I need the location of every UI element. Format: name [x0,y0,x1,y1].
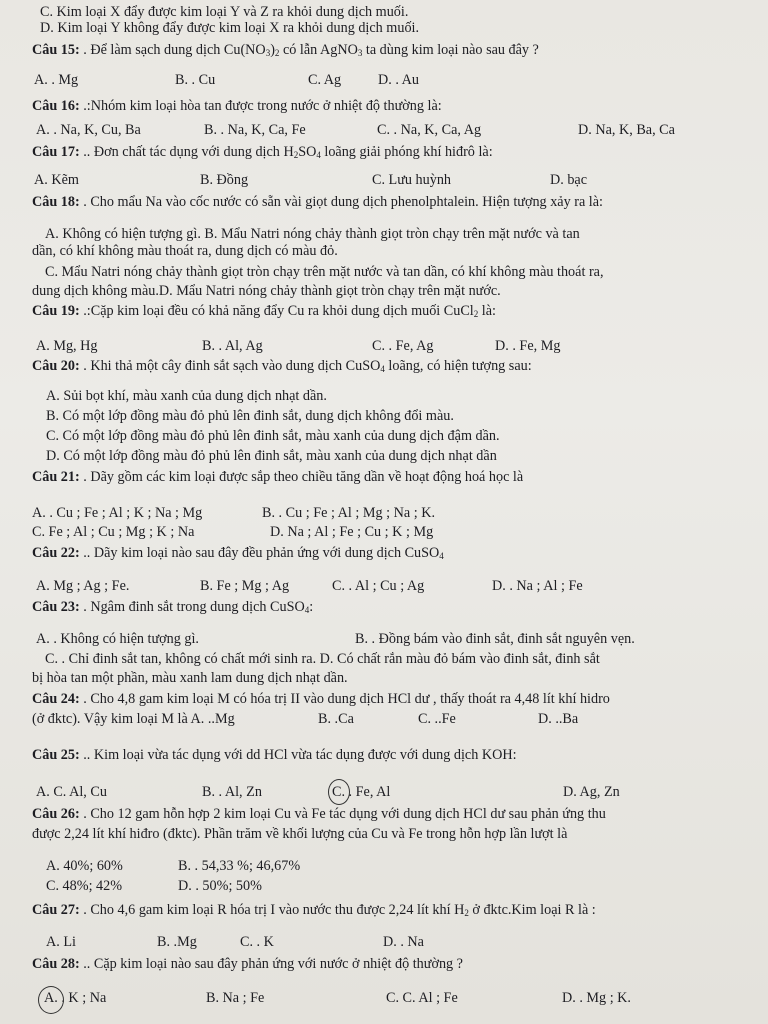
question-number: Câu 28: [32,956,80,972]
answer-option: A. . Cu ; Fe ; Al ; K ; Na ; Mg [32,505,203,521]
text-line [45,226,580,243]
text-line [46,408,454,425]
question-text: . Khi thả một cây đinh sắt sạch vào dung dịch CuSO$_4$ loãng, có hiện tượng sau: [79,358,532,374]
question-number: Câu 24: [32,691,80,707]
question-number: Câu 18: [32,194,80,210]
text-line [32,283,501,300]
answer-option: C. . K [240,934,274,950]
answer-option: A. . Không có hiện tượng gì. [36,631,199,647]
question-number: Câu 26: [32,806,80,822]
question-text: .:Cặp kim loại đều có khả năng đẩy Cu ra khỏi dung dịch muối CuCl$_2$ là: [79,303,496,319]
answer-option: B. Fe ; Mg ; Ag [200,578,290,594]
answer-option: A. . K ; Na [44,990,107,1006]
answer-option: D. . Au [378,72,419,88]
text-line [46,448,497,465]
question-number: Câu 22: [32,545,80,561]
question-text: C. Mẩu Natri nóng chảy thành giọt tròn chạy trên mặt nước và tan dần, có khí không màu thoát ra, [45,264,604,280]
answer-option: C. Fe ; Al ; Cu ; Mg ; K ; Na [32,524,195,540]
question-text: . Cho mẩu Na vào cốc nước có sẵn vài giọt dung dịch phenolphtalein. Hiện tượng xảy ra là: [79,194,603,210]
answer-option: D. Ag, Zn [563,784,620,800]
text-line [32,243,338,260]
answer-option: A. Li [46,934,76,950]
answer-option: A. C. Al, Cu [36,784,107,800]
answer-option: C. Ag [308,72,342,88]
text-line [46,388,327,405]
text-line [40,20,419,37]
question-line [32,303,496,320]
question-line [32,144,493,161]
question-number: Câu 16: [32,98,80,114]
question-text: B. Có một lớp đồng màu đỏ phủ lên đinh sắt, dung dịch không đổi màu. [46,408,454,424]
question-text: C. . Chỉ đinh sắt tan, không có chất mới sinh ra. D. Có chất rắn màu đỏ bám vào đinh sắt, đinh sắt [45,651,600,667]
question-text: .:Nhóm kim loại hòa tan được trong nước ở nhiệt độ thường là: [79,98,442,114]
text-line [45,264,604,281]
question-line [32,98,442,115]
text-line [40,4,408,21]
answer-option: B. .Mg [157,934,197,950]
answer-option: B. . Đồng bám vào đinh sắt, đinh sắt nguyên vẹn. [355,631,635,647]
question-number: Câu 17: [32,144,80,160]
question-text: . Cho 12 gam hỗn hợp 2 kim loại Cu và Fe tác dụng với dung dịch HCl dư sau phản ứng thu [79,806,606,822]
answer-option: D. Na ; Al ; Fe ; Cu ; K ; Mg [270,524,434,540]
question-text: dần, có khí không màu thoát ra, dung dịch có màu đỏ. [32,243,338,259]
answer-option: A. Kẽm [34,172,79,188]
answer-option: D. . Na ; Al ; Fe [492,578,583,594]
question-text: . Cho 4,8 gam kim loại M có hóa trị II vào dung dịch HCl dư , thấy thoát ra 4,48 lít khí hidro [79,691,610,707]
question-text: bị hòa tan một phần, màu xanh lam dung dịch nhạt dần. [32,670,348,686]
answer-option: B. .Ca [318,711,354,727]
answer-option: C. . Al ; Cu ; Ag [332,578,425,594]
question-text: D. Kim loại Y không đẩy được kim loại X ra khỏi dung dịch muối. [40,20,420,36]
answer-option: B. . Cu [175,72,216,88]
answer-option: D. bạc [550,172,588,188]
answer-option: A. . Mg [34,72,79,88]
question-line [32,902,596,919]
question-number: Câu 19: [32,303,80,319]
question-text: dung dịch không màu.D. Mẩu Natri nóng chảy thành giọt tròn chạy trên mặt nước. [32,283,501,299]
question-number: Câu 20: [32,358,80,374]
question-text: C. Có một lớp đồng màu đỏ phủ lên đinh sắt, màu xanh của dung dịch đậm dần. [46,428,500,444]
question-line [32,358,532,375]
answer-option: D. ..Ba [538,711,579,727]
question-text: .. Đơn chất tác dụng với dung dịch $H_2SO_4$ loãng giải phóng khí hiđrô là: [79,144,493,160]
answer-option: D. . Mg ; K. [562,990,631,1006]
text-line [32,826,567,843]
question-line [32,599,313,616]
answer-option: B. Na ; Fe [206,990,265,1006]
question-text: . Dãy gồm các kim loại được sắp theo chiều tăng dần về hoạt động hoá học là [79,469,524,485]
question-line [32,691,610,708]
pen-circle-mark [328,779,350,805]
text-line [45,651,600,668]
question-line [32,469,523,486]
answer-option: C. ..Fe [418,711,456,727]
question-number: Câu 23: [32,599,80,615]
question-number: Câu 15: [32,42,80,58]
answer-option: C. 48%; 42% [46,878,123,894]
answer-option: B. . Na, K, Ca, Fe [204,122,306,138]
question-line [32,42,539,59]
answer-option: D. . Fe, Mg [495,338,561,354]
question-number: Câu 21: [32,469,80,485]
answer-option: A. Mg, Hg [36,338,98,354]
question-line [32,747,517,764]
answer-option: A. 40%; 60% [46,858,123,874]
question-text: . Để làm sạch dung dịch $Cu(NO_3)_2$ có lẫn AgNO$_3$ ta dùng kim loại nào sau đây ? [79,42,539,58]
question-number: Câu 27: [32,902,80,918]
question-line [32,806,606,823]
answer-option: B. . Al, Zn [202,784,262,800]
question-text: .. Dãy kim loại nào sau đây đều phản ứng với dung dịch CuSO$_4$ [79,545,444,561]
question-number: Câu 25: [32,747,80,763]
question-text: A. Sủi bọt khí, màu xanh của dung dịch nhạt dần. [46,388,327,404]
text-line [32,670,348,687]
answer-option: B. . Al, Ag [202,338,263,354]
answer-option: D. . Na [383,934,424,950]
pen-circle-mark [38,986,64,1014]
answer-option: (ở đktc). Vậy kim loại M là A. ..Mg [32,711,235,727]
question-line [32,956,463,973]
text-line [46,428,500,445]
answer-option: C. . Na, K, Ca, Ag [377,122,482,138]
question-text: D. Có một lớp đồng màu đỏ phủ lên đinh sắt, màu xanh của dung dịch nhạt dần [46,448,497,464]
question-line [32,545,444,562]
question-text: .. Kim loại vừa tác dụng với dd HCl vừa tác dụng được với dung dịch KOH: [79,747,517,763]
answer-option: C. . Fe, Ag [372,338,434,354]
answer-option: B. . 54,33 %; 46,67% [178,858,301,874]
question-line [32,194,603,211]
answer-option: C. . Fe, Al [332,784,391,800]
answer-option: A. Mg ; Ag ; Fe. [36,578,130,594]
answer-option: C. Lưu huỳnh [372,172,452,188]
answer-option: D. . 50%; 50% [178,878,262,894]
answer-option: A. . Na, K, Cu, Ba [36,122,141,138]
answer-option: C. C. Al ; Fe [386,990,458,1006]
question-text: C. Kim loại X đẩy được kim loại Y và Z ra khỏi dung dịch muối. [40,4,409,20]
question-text: A. Không có hiện tượng gì. B. Mẩu Natri nóng chảy thành giọt tròn chạy trên mặt nước và tan [45,226,580,242]
answer-option: D. Na, K, Ba, Ca [578,122,675,138]
answer-option: B. Đồng [200,172,249,188]
question-text: . Cho 4,6 gam kim loại R hóa trị I vào nước thu được 2,24 lít khí $H_2$ ở đktc.Kim loại R là : [79,902,596,918]
question-text: .. Cặp kim loại nào sau đây phản ứng với nước ở nhiệt độ thường ? [79,956,463,972]
question-text: được 2,24 lít khí hiđro (đktc). Phần trăm về khối lượng của Cu và Fe trong hỗn hợp lần lượt là [32,826,568,842]
question-text: . Ngâm đinh sắt trong dung dịch CuSO$_4$: [79,599,314,615]
answer-option: B. . Cu ; Fe ; Al ; Mg ; Na ; K. [262,505,436,521]
